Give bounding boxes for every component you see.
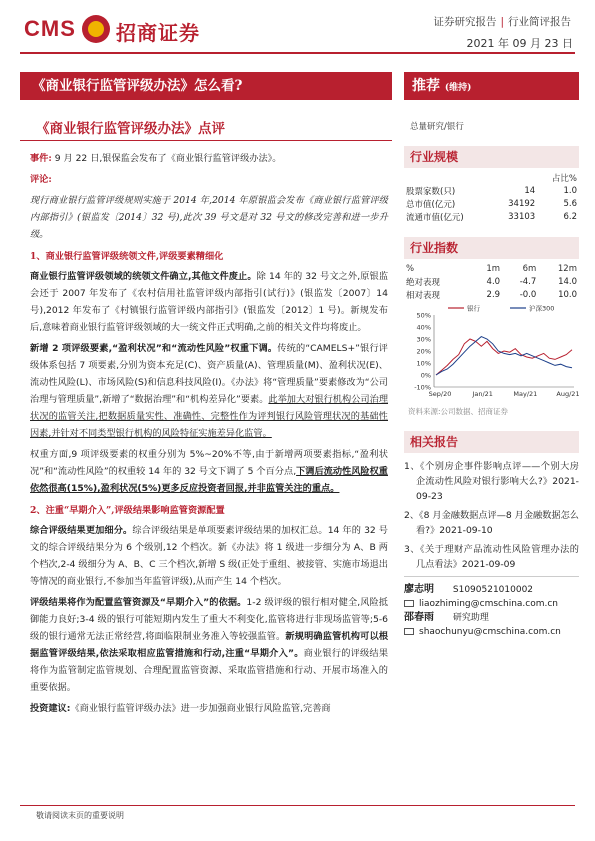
paragraph-3 bbox=[30, 446, 388, 497]
report-type: 证券研究报告 bbox=[433, 16, 497, 28]
paragraph-6 bbox=[30, 700, 388, 717]
paragraph-1 bbox=[30, 268, 388, 336]
paragraph-4-lead: 综合评级结果更加细分。 bbox=[30, 525, 133, 536]
index-row-value: -0.0 bbox=[519, 289, 537, 300]
rating-banner bbox=[404, 72, 579, 100]
event-paragraph bbox=[30, 150, 388, 167]
related-report-item[interactable]: 2、《8 月金融数据点评—8 月金融数据怎么看?》2021-09-10 bbox=[404, 510, 579, 536]
paragraph-2-underlined: 此举加大对银行机构公司治理状况的监管关注,把数据质量实性、准确性、完整性作为评判银行风险管理状况的基础性因素,并针对不同类型银行机构的风险特征实施差异化监管。 bbox=[30, 394, 389, 439]
analyst-1-email-row bbox=[404, 597, 579, 611]
related-reports-title: 相关报告 bbox=[404, 431, 579, 453]
paragraph-3-emphasis: 下调后流动性风险权重依然很高(15%),盈利状况(5%)更多反应投资者回报,并非监管关注的重点。 bbox=[30, 466, 388, 494]
scale-row-pct: 6.2 bbox=[563, 211, 577, 222]
comment-text: 现行商业银行监管评级规则实施于 2014 年,2014 年原银监会发布《商业银行监管评级内部指引》(银监发〔2014〕32 号),此次 39 号文是对 32 号文的修改完善和进一步升级。 bbox=[30, 195, 388, 240]
paragraph-1-lead: 商业银行监管评级领域的统领文件确立,其他文件废止。 bbox=[30, 271, 257, 282]
event-label: 事件: bbox=[30, 153, 52, 164]
index-header: 6m bbox=[522, 263, 537, 274]
table-row bbox=[404, 197, 579, 210]
report-meta: 证券研究报告 | 行业简评报告 2021 年 09 月 23 日 bbox=[433, 16, 573, 50]
index-row-value: -4.7 bbox=[519, 276, 537, 287]
table-row bbox=[404, 288, 579, 301]
report-date: 2021 年 09 月 23 日 bbox=[466, 37, 573, 50]
paragraph-2-body: 传统的“CAMELS+”银行评级体系包括 7 项要素,分别为资本充足(C)、资产质量(A)、管理质量(M)、盈利状况(E)、流动性风险(L)、市场风险(S)和信息科技风险(I)。《办法》将“管理质量”要素修改为“公司治理与管理质量”,新增了“数据治理”和“机构差异化”要素。 bbox=[30, 343, 388, 405]
report-subtype: 行业简评报告 bbox=[508, 16, 571, 28]
legend-label: 银行 bbox=[467, 304, 480, 313]
index-header: % bbox=[406, 263, 415, 274]
analyst-2-email-row bbox=[404, 625, 579, 639]
index-row-value: 4.0 bbox=[486, 276, 501, 287]
index-row-value: 10.0 bbox=[558, 289, 577, 300]
footer-note: 敬请阅读末页的重要说明 bbox=[36, 811, 124, 820]
paragraph-5-emphasis: 新规明确监管机构可以根据监管评级结果,依法采取相应监管措施和行动,注重“早期介入”。 bbox=[30, 631, 389, 659]
index-header: 1m bbox=[486, 263, 501, 274]
analyst-block bbox=[404, 576, 579, 639]
industry-scale-title: 行业规模 bbox=[404, 146, 579, 168]
paragraph-2 bbox=[30, 340, 388, 442]
report-title-banner: 《商业银行监管评级办法》怎么看? bbox=[20, 72, 392, 100]
scale-row-value: 14 bbox=[524, 185, 536, 196]
paragraph-5-tail: 商业银行的评级结果将作为监管制定监管规划、合理配置监管资源、采取监管措施和行动、开展市场准入的重要依据。 bbox=[30, 648, 389, 693]
analyst-role: 研究助理 bbox=[452, 613, 489, 623]
analyst-email[interactable]: liaozhiming@cmschina.com.cn bbox=[419, 599, 559, 609]
table-row bbox=[404, 184, 579, 197]
x-tick-label: Sep/20 bbox=[428, 390, 452, 398]
industry-index-table bbox=[404, 262, 579, 301]
y-tick-label: 0% bbox=[420, 371, 431, 380]
footer-divider bbox=[20, 805, 575, 806]
analyst-name: 邵春雨 bbox=[404, 612, 434, 623]
table-row bbox=[404, 275, 579, 288]
y-tick-label: 20% bbox=[416, 347, 431, 356]
paragraph-4-body: 综合评级结果是单项要素评级结果的加权汇总。14 年的 32 号文的综合评级结果分为 6 个级别,12 个档次。新《办法》将 1 级进一步细分为 A、B 两个档次,2-4 级细分为 A、B、C 三个档次,新增 S 级(正处于重组、被接管、实施市场退出等情况的商业银行,不参加当年监管评级),从而产生 14 个档次。 bbox=[30, 525, 388, 587]
x-tick-label: Jan/21 bbox=[472, 390, 493, 398]
scale-row-label: 流通市值(亿元) bbox=[406, 212, 464, 223]
paragraph-5-body: 1-2 级评级的银行相对健全,风险抵御能力良好;3-4 级的银行可能短期内发生了重大不利变化,监管将进行非现场监管等;5-6 级的银行通常无法正常经营,将面临限制业务准入等较强监管。 bbox=[30, 597, 388, 642]
y-tick-label: 30% bbox=[416, 335, 431, 344]
scale-row-value: 34192 bbox=[508, 198, 536, 209]
section-1-heading: 1、商业银行监管评级统领文件,评级要素精细化 bbox=[30, 251, 224, 262]
investment-advice-label: 投资建议: bbox=[30, 703, 71, 714]
index-row-label: 相对表现 bbox=[406, 290, 441, 301]
email-icon bbox=[404, 600, 414, 607]
analyst-email[interactable]: shaochunyu@cmschina.com.cn bbox=[419, 627, 561, 637]
table-row bbox=[404, 210, 579, 223]
paragraph-5 bbox=[30, 594, 388, 696]
index-chart-container bbox=[404, 303, 579, 405]
x-tick-label: Aug/21 bbox=[556, 390, 579, 398]
investment-advice-text: 《商业银行监管评级办法》进一步加强商业银行风险监管,完善商 bbox=[70, 703, 331, 714]
analyst-2-row bbox=[404, 611, 579, 625]
analyst-1-row bbox=[404, 576, 579, 597]
main-body bbox=[30, 150, 388, 721]
paragraph-4 bbox=[30, 522, 388, 590]
x-tick-label: May/21 bbox=[513, 390, 538, 398]
analyst-name: 廖志明 bbox=[404, 584, 434, 595]
report-subtitle: 《商业银行监管评级办法》点评 bbox=[36, 121, 225, 137]
logo-badge-icon bbox=[82, 15, 110, 43]
related-reports-list bbox=[404, 459, 579, 572]
y-tick-label: 50% bbox=[416, 311, 431, 320]
company-logo bbox=[24, 14, 224, 46]
industry-scale-table bbox=[404, 171, 579, 223]
sidebar bbox=[404, 72, 579, 639]
rating-sub: (维持) bbox=[444, 83, 472, 93]
y-tick-label: 10% bbox=[416, 359, 431, 368]
index-row-label: 绝对表现 bbox=[406, 277, 441, 288]
scale-header-pct: 占比% bbox=[551, 173, 577, 184]
scale-row-label: 股票家数(只) bbox=[406, 186, 456, 197]
paragraph-2-lead: 新增 2 项评级要素,“盈利状况”和“流动性风险”权重下调。 bbox=[30, 343, 278, 354]
event-text: 9 月 22 日,银保监会发布了《商业银行监管评级办法》。 bbox=[54, 153, 282, 164]
paragraph-3-body: 权重方面,9 项评级要素的权重分别为 5%~20%不等,由于新增两项要素指标,“盈利状况”和“流动性风险”的权重较 14 年的 32 号文下调了 5 个百分点, bbox=[30, 449, 388, 477]
index-line-chart bbox=[404, 303, 579, 401]
index-row-value: 14.0 bbox=[558, 276, 577, 287]
y-tick-label: 40% bbox=[416, 323, 431, 332]
rating-label: 推荐 bbox=[412, 78, 440, 94]
legend-label: 沪深300 bbox=[529, 304, 555, 313]
index-header: 12m bbox=[557, 263, 577, 274]
related-report-item[interactable]: 1、《个别房企事件影响点评——个别大房企流动性风险对银行影响大么?》2021-09-23 bbox=[404, 461, 579, 502]
analyst-certificate: S1090521010002 bbox=[452, 585, 534, 595]
chart-source: 资料来源:公司数据、招商证券 bbox=[408, 407, 509, 416]
scale-row-pct: 1.0 bbox=[563, 185, 577, 196]
related-report-item[interactable]: 3、《关于理财产品流动性风险管理办法的几点看法》2021-09-09 bbox=[404, 544, 579, 570]
y-tick-label: -10% bbox=[414, 383, 431, 392]
index-row-value: 2.9 bbox=[486, 289, 501, 300]
scale-row-pct: 5.6 bbox=[563, 198, 577, 209]
scale-row-label: 总市值(亿元) bbox=[406, 199, 456, 210]
rating-description: 总量研究/银行 bbox=[410, 122, 464, 132]
comment-label: 评论: bbox=[30, 174, 52, 185]
scale-row-value: 33103 bbox=[508, 211, 536, 222]
header-divider bbox=[20, 52, 575, 54]
section-2-heading: 2、注重“早期介入”,评级结果影响监管资源配置 bbox=[30, 505, 225, 516]
email-icon bbox=[404, 628, 414, 635]
series-line bbox=[436, 337, 572, 375]
paragraph-1-body: 除 14 年的 32 号文之外,原银监会还于 2007 年发布了《农村信用社监管评级内部指引(试行)》(银监发〔2007〕14 号),2012 年发布了《村镇银行监管评级内部指引》(银监发〔2012〕1 号)。新规发布后,意味着商业银行监管评级领域的大一统文件正式明确,之前的相关文件均将废止。 bbox=[30, 271, 389, 333]
industry-index-title: 行业指数 bbox=[404, 237, 579, 259]
paragraph-5-lead: 评级结果将作为配置监管资源及“早期介入”的依据。 bbox=[30, 597, 247, 608]
logo-cn-text: 招商证券 bbox=[116, 21, 200, 45]
subtitle-divider bbox=[20, 140, 392, 141]
series-line bbox=[436, 339, 572, 375]
logo-cms-text: CMS bbox=[24, 16, 76, 41]
